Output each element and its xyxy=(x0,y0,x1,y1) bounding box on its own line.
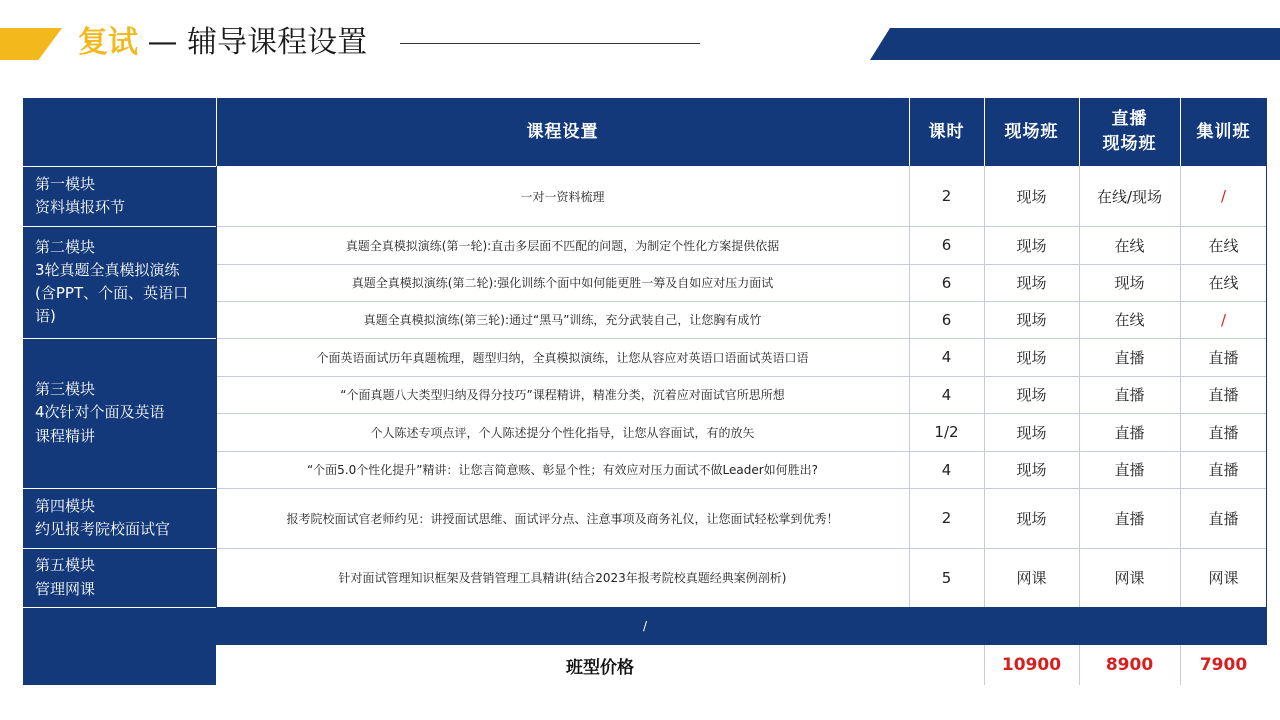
column-header-course: 课程设置 xyxy=(216,98,909,166)
title-accent-right xyxy=(870,28,1280,60)
column-header-live: 直播 现场班 xyxy=(1079,98,1180,166)
row-divider xyxy=(216,376,1267,377)
table-cell-onsite: 现场 xyxy=(1016,461,1047,479)
table-cell-camp: 直播 xyxy=(1208,348,1239,367)
table-cell-onsite: 现场 xyxy=(1016,509,1047,528)
header-divider xyxy=(1079,98,1080,166)
column-header-camp: 集训班 xyxy=(1180,98,1267,166)
table-cell-live: 在线/现场 xyxy=(1096,187,1163,206)
module-label: 第二模块 3轮真题全真模拟演练 (含PPT、个面、英语口 语) xyxy=(23,226,216,338)
table-cell-onsite: 现场 xyxy=(1016,274,1047,292)
table-cell-onsite: 现场 xyxy=(1016,236,1047,255)
table-cell-hours: 4 xyxy=(941,460,952,479)
price-row-corner xyxy=(23,645,216,685)
table-cell-hours: 6 xyxy=(941,310,952,329)
table-cell-course: 报考院校面试官老师约见：讲授面试思维、面试评分点、注意事项及商务礼仪，让您面试轻松掌到优秀！ xyxy=(286,511,839,526)
module-divider xyxy=(23,488,216,489)
table-cell-hours: 2 xyxy=(941,509,952,527)
column-divider xyxy=(984,166,985,607)
table-cell-live: 直播 xyxy=(1114,461,1145,479)
table-cell-course: 针对面试管理知识框架及营销管理工具精讲(结合2023年报考院校真题经典案例剖析) xyxy=(338,571,787,585)
summary-band: / xyxy=(23,607,1267,645)
module-label: 第五模块 管理网课 xyxy=(23,548,216,607)
header-divider xyxy=(984,98,985,166)
table-cell-live: 直播 xyxy=(1114,423,1145,442)
table-cell-camp: 在线 xyxy=(1208,274,1239,292)
row-divider xyxy=(216,301,1267,302)
column-divider xyxy=(1180,166,1181,607)
module-label: 第三模块 4次针对个面及英语 课程精讲 xyxy=(23,338,216,488)
column-divider xyxy=(1079,645,1080,685)
row-divider xyxy=(216,264,1267,265)
module-divider xyxy=(23,226,216,227)
column-divider xyxy=(909,166,910,607)
column-header-onsite: 现场班 xyxy=(984,98,1079,166)
page-title xyxy=(78,20,367,66)
header-divider xyxy=(216,98,217,166)
title-accent-left xyxy=(0,28,62,60)
title-underline xyxy=(400,43,700,44)
column-divider xyxy=(984,645,985,685)
module-label: 第四模块 约见报考院校面试官 xyxy=(23,488,216,548)
row-divider xyxy=(216,226,1267,227)
table-cell-course: 真题全真模拟演练(第二轮):强化训练个面中如何能更胜一筹及自如应对压力面试 xyxy=(351,276,774,290)
table-cell-live: 在线 xyxy=(1114,311,1145,329)
header-divider xyxy=(909,98,910,166)
table-cell-hours: 5 xyxy=(941,568,952,587)
table-cell-hours: 1/2 xyxy=(934,423,959,441)
table-cell-camp: 直播 xyxy=(1208,509,1239,528)
price-live: 8900 xyxy=(1105,655,1154,675)
table-cell-hours: 6 xyxy=(941,273,952,292)
module-edge xyxy=(216,166,217,607)
table-cell-hours: 2 xyxy=(941,187,952,205)
table-cell-camp: 在线 xyxy=(1208,236,1239,255)
price-camp: 7900 xyxy=(1199,655,1248,675)
table-cell-camp: / xyxy=(1220,187,1227,205)
price-label: 班型价格 xyxy=(566,657,634,678)
table-cell-onsite: 现场 xyxy=(1016,386,1047,404)
course-table xyxy=(23,98,1267,685)
table-cell-onsite: 现场 xyxy=(1016,187,1047,206)
table-cell-camp: 直播 xyxy=(1208,423,1239,442)
title-rest: — 辅导课程设置 xyxy=(138,25,368,60)
row-divider xyxy=(216,338,1267,339)
module-label: 第一模块 资料填报环节 xyxy=(23,166,216,226)
header-divider xyxy=(1180,98,1181,166)
title-highlight: 复试 xyxy=(78,25,138,60)
row-divider xyxy=(216,413,1267,414)
table-cell-live: 直播 xyxy=(1114,348,1145,367)
table-right-border xyxy=(1266,166,1267,607)
table-cell-camp: 网课 xyxy=(1208,569,1239,587)
module-divider xyxy=(23,607,216,608)
table-cell-hours: 4 xyxy=(941,385,952,404)
column-header-hours: 课时 xyxy=(909,98,984,166)
table-cell-live: 直播 xyxy=(1114,509,1145,528)
table-cell-camp: / xyxy=(1220,310,1227,329)
module-divider xyxy=(23,548,216,549)
module-divider xyxy=(23,338,216,339)
table-cell-course: 真题全真模拟演练(第三轮):通过“黑马”训练，充分武装自己，让您胸有成竹 xyxy=(363,313,762,327)
table-cell-course: 个面英语面试历年真题梳理，题型归纳，全真模拟演练，让您从容应对英语口语面试英语口语 xyxy=(316,350,809,365)
row-divider xyxy=(216,488,1267,489)
table-cell-live: 网课 xyxy=(1114,569,1145,587)
table-cell-onsite: 现场 xyxy=(1016,423,1047,442)
table-cell-hours: 4 xyxy=(941,348,952,366)
table-cell-course: “个面真题八大类型归纳及得分技巧”课程精讲，精准分类，沉着应对面试官所思所想 xyxy=(340,388,785,402)
table-cell-live: 直播 xyxy=(1114,386,1145,404)
table-cell-camp: 直播 xyxy=(1208,461,1239,479)
table-cell-course: 个人陈述专项点评，个人陈述提分个性化指导，让您从容面试，有的放矢 xyxy=(370,425,755,440)
table-cell-course: “个面5.0个性化提升”精讲：让您言简意赅、彰显个性；有效应对压力面试不做Leader如何胜出? xyxy=(306,463,819,477)
table-cell-camp: 直播 xyxy=(1208,386,1239,404)
table-cell-hours: 6 xyxy=(941,236,952,254)
table-cell-live: 现场 xyxy=(1114,274,1145,292)
table-cell-onsite: 网课 xyxy=(1016,569,1047,587)
column-divider xyxy=(1079,166,1080,607)
table-cell-course: 一对一资料梳理 xyxy=(520,189,605,204)
module-divider xyxy=(23,166,216,167)
header-corner-cell xyxy=(23,98,216,166)
column-divider xyxy=(1180,645,1181,685)
table-cell-onsite: 现场 xyxy=(1016,348,1047,367)
row-divider xyxy=(216,451,1267,452)
table-cell-onsite: 现场 xyxy=(1016,311,1047,329)
table-cell-live: 在线 xyxy=(1114,236,1145,255)
price-onsite: 10900 xyxy=(1001,655,1062,675)
table-cell-course: 真题全真模拟演练(第一轮):直击多层面不匹配的问题，为制定个性化方案提供依据 xyxy=(345,238,780,253)
row-divider xyxy=(216,548,1267,549)
